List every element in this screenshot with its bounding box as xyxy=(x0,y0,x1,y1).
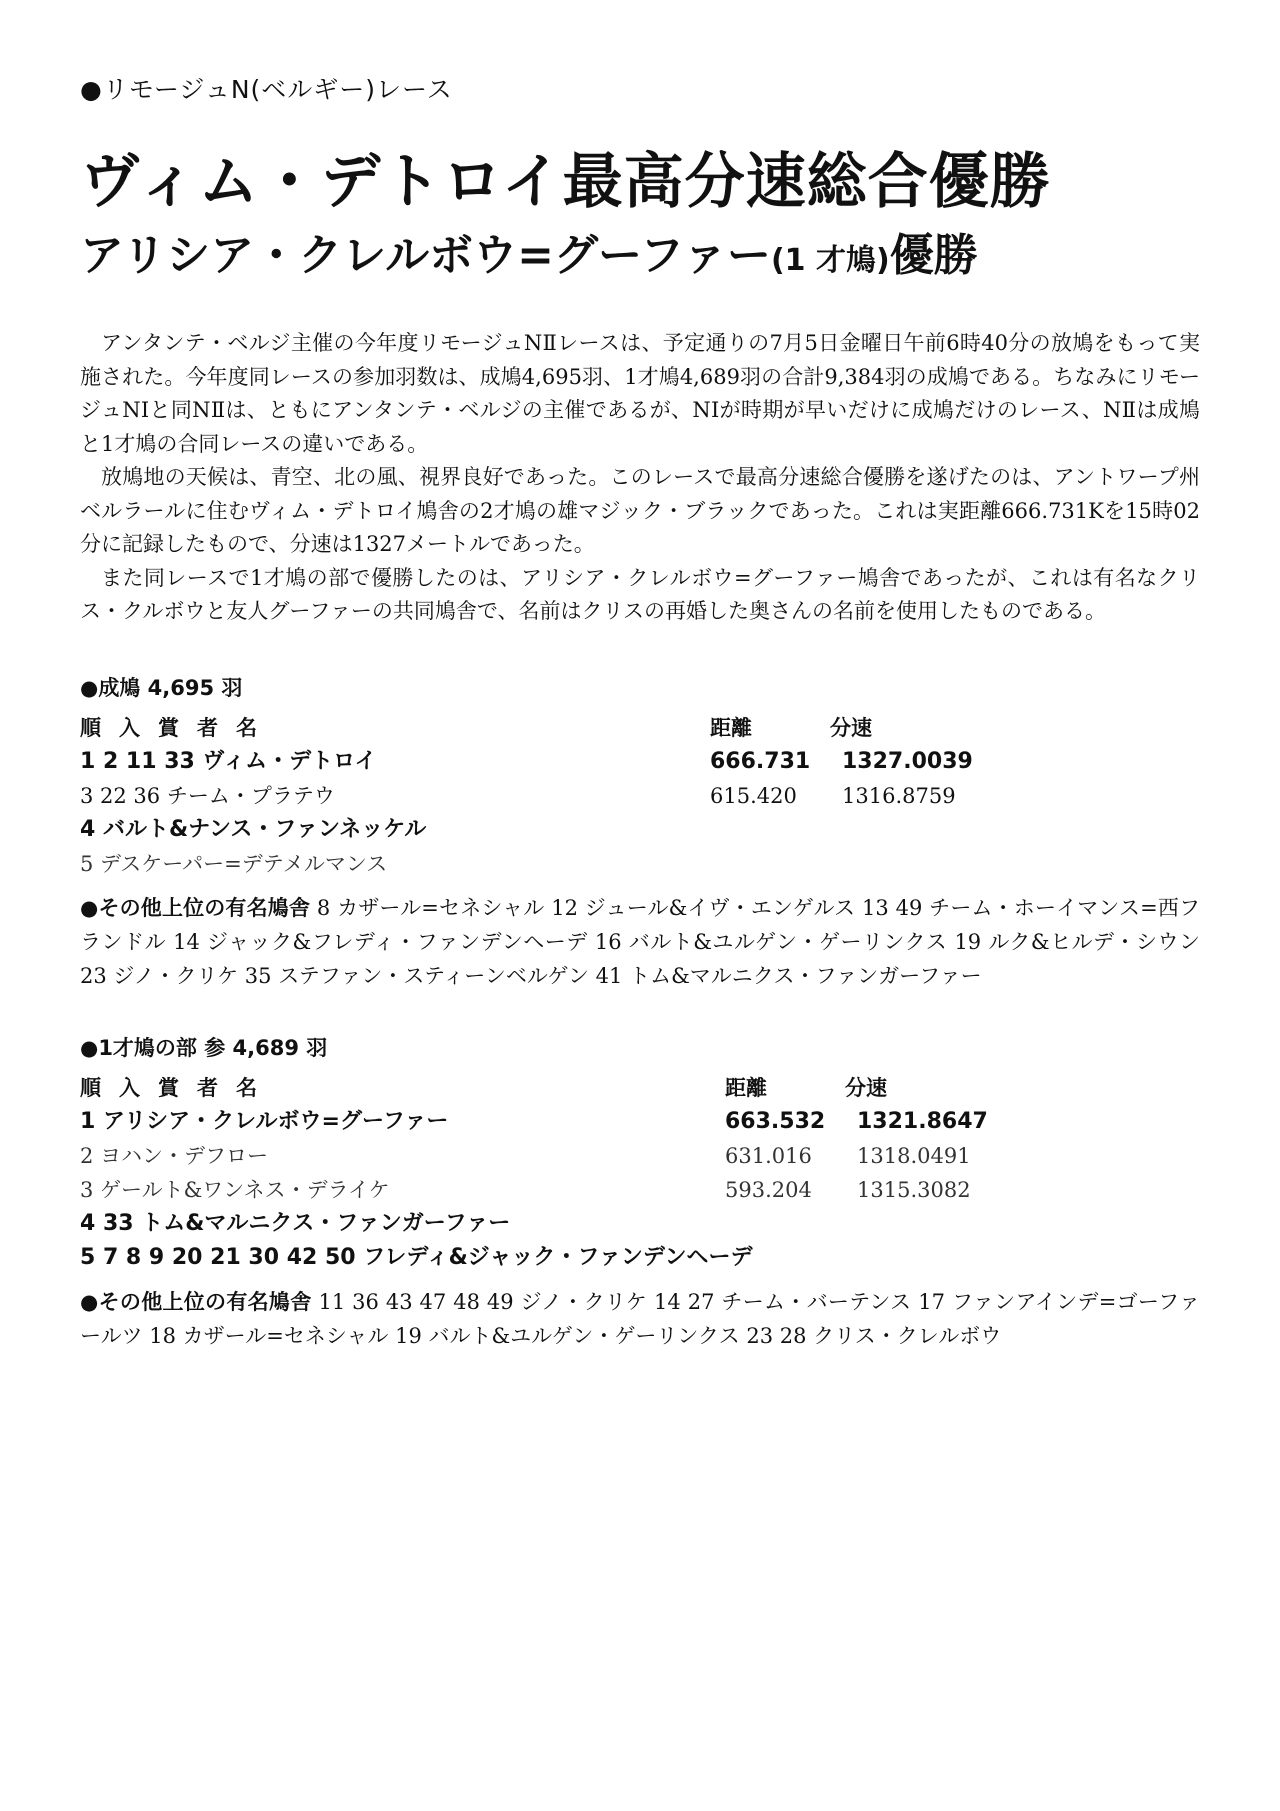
distance: 666.731 xyxy=(710,748,811,774)
header-distance: 距離 xyxy=(725,1075,767,1100)
headline: ヴィム・デトロイ最高分速総合優勝 xyxy=(80,147,1051,217)
distance: 663.532 xyxy=(725,1108,826,1134)
speed: 1327.0039 xyxy=(842,748,973,774)
kicker: ●リモージュN(ベルギー)レース xyxy=(80,75,453,104)
table-header xyxy=(80,1071,1200,1105)
others-text: 11 36 43 47 48 49 ジノ・クリケ 14 27 チーム・バーテンス 17 ファンアインデ=ゴーファールツ 18 カザール=セネシャル 19 バルト&ユルゲン・ゲーリンクス 23 28 クリス・クレルボウ xyxy=(80,1289,1200,1348)
others-text: 8 カザール=セネシャル 12 ジュール&イヴ・エンゲルス 13 49 チーム・ホーイマンス=西フランドル 14 ジャック&フレディ・ファンデンヘーデ 16 バルト&ユルゲン・ゲーリンクス 19 ルク&ヒルデ・シウン 23 ジノ・クリケ 35 ステファン・スティーンベルゲン 41 トム&マルニクス・ファンガーファー xyxy=(80,895,1201,988)
paragraph: アンタンテ・ベルジ主催の今年度リモージュNⅡレースは、予定通りの7月5日金曜日午前6時40分の放鳩をもって実施された。今年度同レースの参加羽数は、成鳩4,695羽、1才鳩4,689羽の合計9,384羽の成鳩である。ちなみにリモージュNⅠと同NⅡは、ともにアンタンテ・ベルジの主催であるが、NⅠが時期が早いだけに成鳩だけのレース、NⅡは成鳩と1才鳩の合同レースの違いである。 xyxy=(80,331,1200,456)
table-row xyxy=(80,1207,1200,1241)
table-row xyxy=(80,1241,1200,1275)
speed: 1318.0491 xyxy=(857,1143,971,1168)
table-row xyxy=(80,1139,1200,1173)
entrant: 3 ゲールト&ワンネス・デライケ xyxy=(80,1177,390,1202)
entrant: 5 7 8 9 20 21 30 42 50 フレディ&ジャック・ファンデンヘーデ xyxy=(80,1244,753,1270)
subheadline xyxy=(80,220,1200,297)
distance: 631.016 xyxy=(725,1143,812,1168)
paragraph: 放鳩地の天候は、青空、北の風、視界良好であった。このレースで最高分速総合優勝を遂げたのは、アントワープ州ベルラールに住むヴィム・デトロイ鳩舎の2才鳩の雄マジック・ブラックであった。これは実距離666.731Kを15時02分に記録したもので、分速は1327メートルであった。 xyxy=(80,465,1200,556)
entrant: 1 2 11 33 ヴィム・デトロイ xyxy=(80,748,377,774)
table-row xyxy=(80,1105,1200,1139)
section-title: ●1才鳩の部 参 4,689 羽 xyxy=(80,1035,328,1060)
header-entrant: 順入賞者名 xyxy=(80,1075,275,1100)
speed: 1316.8759 xyxy=(842,783,956,808)
header-speed: 分速 xyxy=(830,715,872,740)
table-row xyxy=(80,847,1200,881)
table-header xyxy=(80,711,1200,745)
other-notable-lofts xyxy=(80,1285,1200,1353)
speed: 1321.8647 xyxy=(857,1108,988,1134)
header-distance: 距離 xyxy=(710,715,752,740)
entrant: 1 アリシア・クレルボウ=グーファー xyxy=(80,1108,449,1134)
paragraph: また同レースで1才鳩の部で優勝したのは、アリシア・クレルボウ=グーファー鳩舎であったが、これは有名なクリス・クルボウと友人グーファーの共同鳩舎で、名前はクリスの再婚した奥さんの名前を使用したものである。 xyxy=(80,565,1200,623)
subheadline-main: アリシア・クレルボウ=グーファー xyxy=(80,230,771,281)
header-entrant: 順入賞者名 xyxy=(80,715,275,740)
article-body xyxy=(80,327,1200,629)
entrant: 5 デスケーパー=デテメルマンス xyxy=(80,851,388,876)
results-adult xyxy=(80,671,1200,993)
speed: 1315.3082 xyxy=(857,1177,971,1202)
subheadline-age: (1 才鳩) xyxy=(770,243,890,278)
entrant: 4 33 トム&マルニクス・ファンガーファー xyxy=(80,1210,511,1236)
entrant: 4 バルト&ナンス・ファンネッケル xyxy=(80,816,427,842)
others-lead: ●その他上位の有名鳩舎 xyxy=(80,1289,312,1314)
table-row xyxy=(80,779,1200,813)
article xyxy=(80,70,1200,1391)
table-row xyxy=(80,745,1200,779)
results-yearling xyxy=(80,1031,1200,1353)
header-speed: 分速 xyxy=(845,1075,887,1100)
other-notable-lofts xyxy=(80,891,1200,993)
others-lead: ●その他上位の有名鳩舎 xyxy=(80,895,311,920)
distance: 615.420 xyxy=(710,783,797,808)
section-title: ●成鳩 4,695 羽 xyxy=(80,675,243,700)
entrant: 2 ヨハン・デフロー xyxy=(80,1143,269,1168)
table-row xyxy=(80,813,1200,847)
subheadline-win: 優勝 xyxy=(889,230,978,281)
distance: 593.204 xyxy=(725,1177,812,1202)
entrant: 3 22 36 チーム・プラテウ xyxy=(80,783,335,808)
table-row xyxy=(80,1173,1200,1207)
